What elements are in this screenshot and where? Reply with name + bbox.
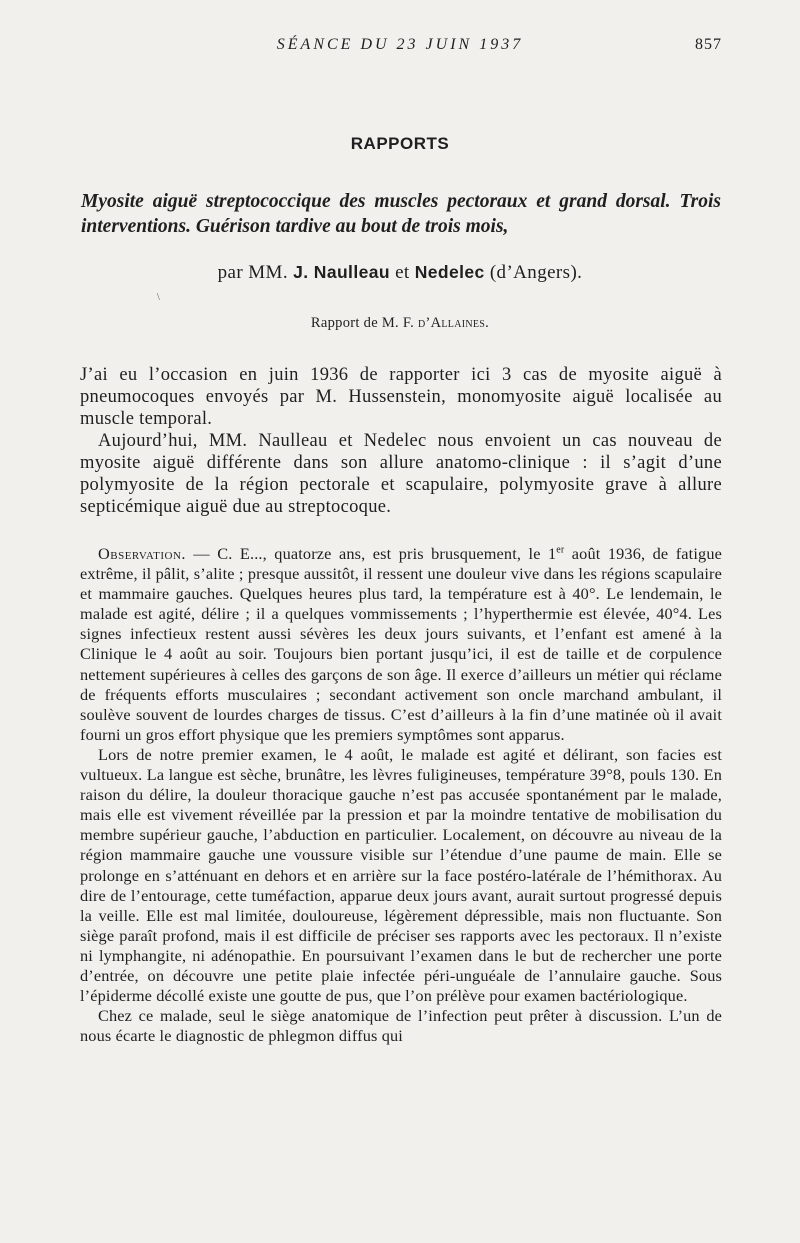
reporter-suffix: . bbox=[485, 315, 490, 331]
running-title: SÉANCE DU 23 JUIN 1937 bbox=[276, 36, 524, 53]
section-title: RAPPORTS bbox=[350, 134, 450, 153]
ordinal-superscript: er bbox=[556, 544, 565, 556]
author-naulleau: J. Naulleau bbox=[293, 262, 390, 282]
observation-paragraph-3: Chez ce malade, seul le siège anatomique de l’infection peut prêter à discussion. L’un de nous écarte le diagnostic de phlegmon diffus qui bbox=[80, 1006, 722, 1046]
observation-paragraph-1 bbox=[80, 544, 722, 745]
reporter-name: d’Allaines bbox=[417, 315, 486, 331]
reporter-prefix: Rapport de M. F. bbox=[310, 315, 418, 331]
observation-text-b: août 1936, de fatigue extrême, il pâlit, s’alite ; presque aussitôt, il ressent une douleur vive dans les régions scapulaire et mammaire gauches. Quelques heures plus tard, la température est à 40°. Le lendemain, le malade est agité, délire ; il a quelques vommissements ; l’hyperthermie est élevée, 40°4. Les signes infectieux restent aussi sévères les deux jours suivants, et l’enfant est amené à la Clinique le 4 août au soir. Toujours bien portant jusqu’ici, il est de taille et de corpulence nettement supérieures à celles des garçons de son âge. Il exerce d’ailleurs un métier qui réclame de fréquents efforts musculaires ; secondant activement son oncle marchand ambulant, il soulève souvent de lourdes charges de tissus. C’est d’ailleurs à la fin d’une matinée où il avait fourni un gros effort physique que les premiers symptômes sont apparus. bbox=[80, 544, 722, 744]
authors-line bbox=[0, 262, 800, 284]
authors-prefix: par MM. bbox=[217, 262, 294, 283]
running-head bbox=[0, 36, 800, 58]
authors-suffix: (d’Angers). bbox=[484, 262, 583, 283]
authors-joiner: et bbox=[389, 262, 415, 283]
observation-label: Observation. bbox=[98, 544, 186, 563]
intro-paragraph-2: Aujourd’hui, MM. Naulleau et Nedelec nous envoient un cas nouveau de myosite aiguë différente dans son allure anatomo-clinique : il s’agit d’une polymyosite de la région pectorale et scapulaire, polymyosite grave à allure septicémique aiguë due au streptocoque. bbox=[80, 431, 722, 517]
observation-text-a: — C. E..., quatorze ans, est pris brusquement, le 1 bbox=[185, 544, 557, 563]
observation-paragraph-2: Lors de notre premier examen, le 4 août, le malade est agité et délirant, son facies est vultueux. La langue est sèche, brunâtre, les lèvres fuligineuses, température 39°8, pouls 130. En raison du délire, la douleur thoracique gauche n’est pas accusée spontanément par le malade, mais elle est vivement réveillée par la pression et par la moindre tentative de mobilisation du membre supérieur gauche, l’abduction en particulier. Localement, on découvre au niveau de la région mammaire gauche une voussure visible sur l’étendue d’une paume de main. Elle se prolonge en s’atténuant en dehors et en arrière sur la face postéro-latérale de l’hémithorax. Au dire de l’entourage, cette tuméfaction, apparue deux jours avant, aurait surtout progressé depuis la veille. Elle est mal limitée, douloureuse, légèrement dépressible, mais non fluctuante. Son siège paraît profond, mais il est difficile de préciser ses rapports avec les pectoraux. Il n’existe ni lymphangite, ni adénopathie. En poursuivant l’examen dans le but de rechercher une porte d’entrée, on découvre une petite plaie infectée péri-unguéale de l’annulaire gauche. Sous l’épiderme décollé existe une goutte de pus, que l’on prélève pour examen bactériologique. bbox=[80, 744, 722, 1006]
author-nedelec: Nedelec bbox=[414, 262, 485, 282]
page-number: 857 bbox=[695, 36, 722, 53]
reporter-line bbox=[0, 315, 800, 332]
introduction bbox=[80, 364, 722, 518]
stray-mark: \ bbox=[157, 292, 160, 303]
intro-paragraph-1: J’ai eu l’occasion en juin 1936 de rapporter ici 3 cas de myosite aiguë à pneumocoques envoyés par M. Hussenstein, monomyosite aiguë localisée au muscle temporal. bbox=[80, 365, 722, 429]
observation-section bbox=[80, 544, 722, 1046]
article-title: Myosite aiguë streptococcique des muscles pectoraux et grand dorsal. Trois interventions. Guérison tardive au bout de trois mois, bbox=[81, 191, 721, 237]
